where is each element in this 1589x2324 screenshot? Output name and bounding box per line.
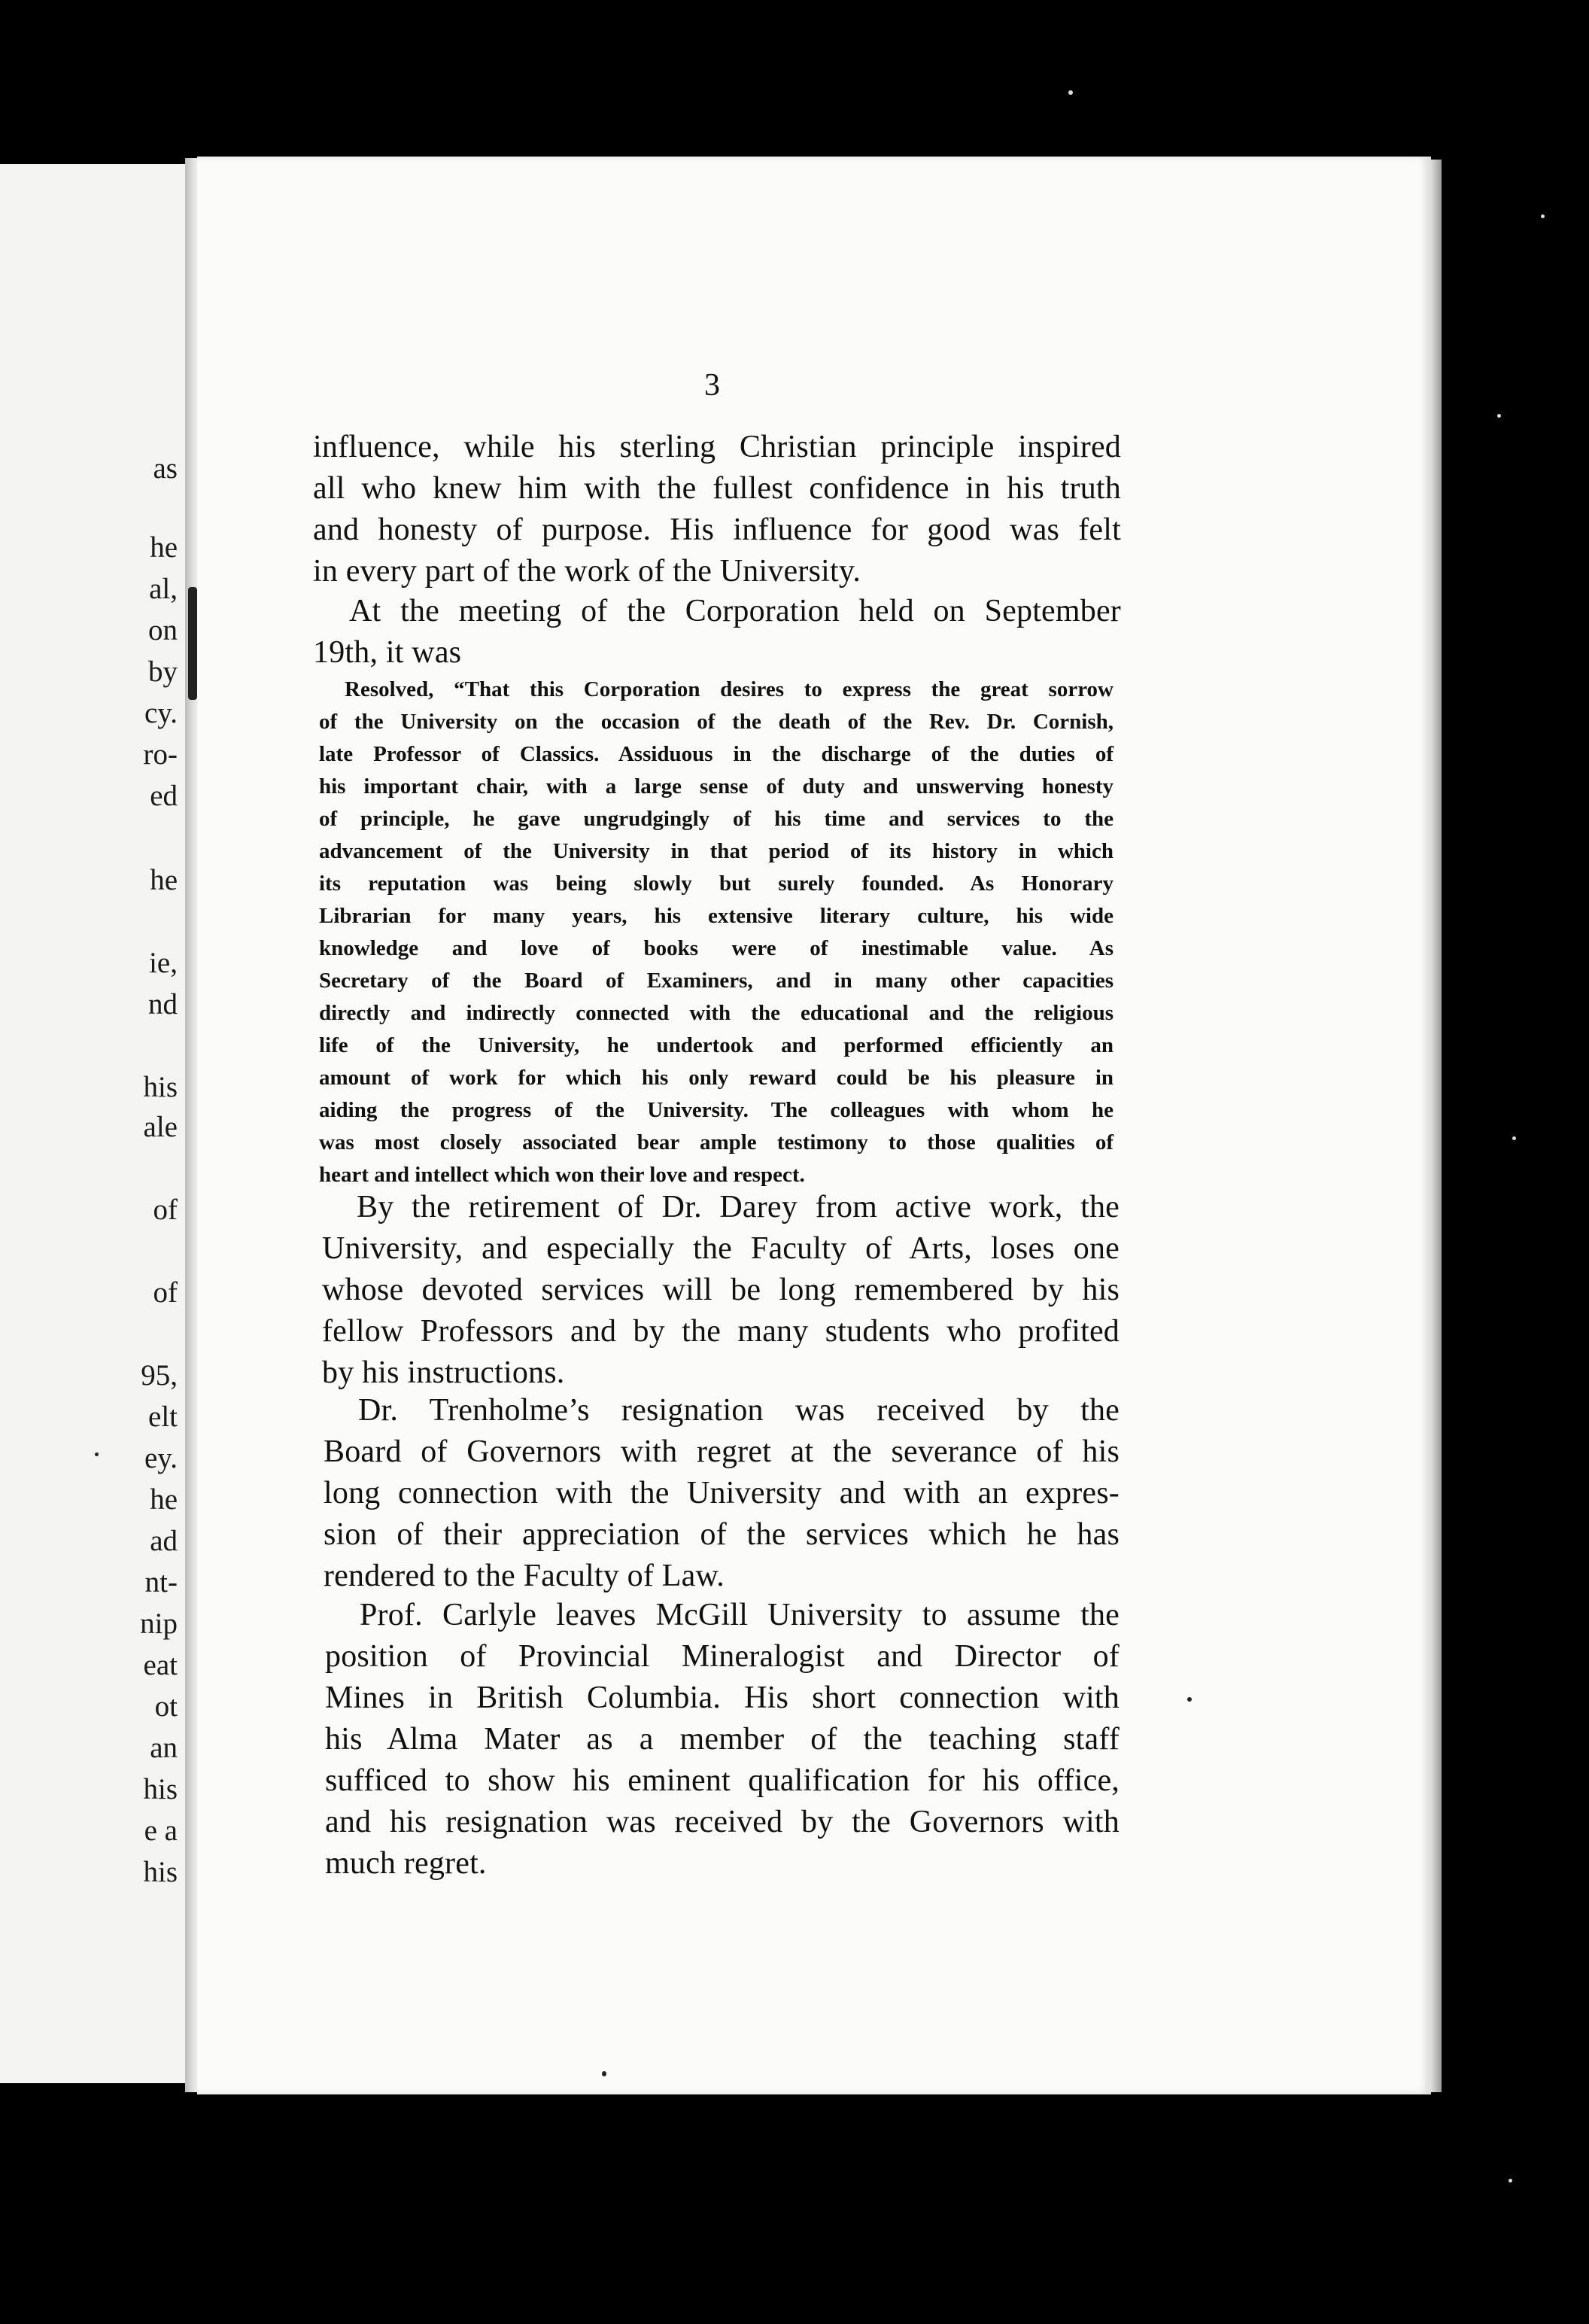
left-page-fragment: ie, bbox=[149, 947, 178, 979]
resolution-line: knowledge and love of books were of inestimable value. As bbox=[319, 936, 1114, 960]
resolution-line: amount of work for which his only reward could be his pleasure in bbox=[319, 1066, 1114, 1090]
text-line: long connection with the University and with an expres- bbox=[324, 1476, 1120, 1510]
dust-speck bbox=[1508, 2179, 1512, 2183]
text-line: in every part of the work of the University. bbox=[313, 554, 861, 589]
text-line: position of Provincial Mineralogist and Director of bbox=[325, 1639, 1120, 1674]
text-line: his Alma Mater as a member of the teaching staff bbox=[325, 1722, 1120, 1757]
left-page-fragment: his bbox=[143, 1856, 178, 1888]
left-page-fragment: of bbox=[153, 1276, 178, 1309]
left-page-fragment: as bbox=[153, 452, 178, 485]
text-line: Prof. Carlyle leaves McGill University to assume the bbox=[360, 1598, 1120, 1632]
left-page-fragment: he bbox=[150, 864, 178, 896]
resolution-line: directly and indirectly connected with the educational and the religious bbox=[319, 1001, 1114, 1025]
left-page-fragment: cy. bbox=[144, 697, 178, 729]
resolution-line: Secretary of the Board of Examiners, and in many other capacities bbox=[319, 969, 1114, 993]
text-line: sufficed to show his eminent qualification for his office, bbox=[325, 1763, 1120, 1798]
text-line: Board of Governors with regret at the severance of his bbox=[324, 1434, 1120, 1469]
left-page-fragment: nt- bbox=[144, 1566, 178, 1599]
resolution-line: of principle, he gave ungrudgingly of his time and services to the bbox=[319, 807, 1114, 831]
text-line: and honesty of purpose. His influence for good was felt bbox=[313, 513, 1121, 547]
left-page-fragment: ey. bbox=[144, 1442, 178, 1474]
text-line: much regret. bbox=[325, 1846, 487, 1881]
left-page-fragment: nd bbox=[148, 988, 178, 1021]
text-line: by his instructions. bbox=[322, 1355, 565, 1390]
resolution-line: aiding the progress of the University. The colleagues with whom he bbox=[319, 1098, 1114, 1122]
left-page-fragment: ed bbox=[150, 780, 178, 812]
dust-speck bbox=[1068, 90, 1073, 95]
text-line: rendered to the Faculty of Law. bbox=[324, 1559, 725, 1593]
text-line: whose devoted services will be long remembered by his bbox=[322, 1273, 1120, 1307]
resolution-line: its reputation was being slowly but surely founded. As Honorary bbox=[319, 872, 1114, 896]
left-page-fragment: e a bbox=[144, 1814, 178, 1847]
text-line: influence, while his sterling Christian principle inspired bbox=[313, 430, 1121, 464]
left-page-fragment: nip bbox=[140, 1608, 178, 1640]
resolution-line: Librarian for many years, his extensive literary culture, his wide bbox=[319, 904, 1114, 928]
dust-speck bbox=[95, 1452, 99, 1456]
text-line: By the retirement of Dr. Darey from active work, the bbox=[357, 1190, 1120, 1224]
resolution-line: of the University on the occasion of the death of the Rev. Dr. Cornish, bbox=[319, 710, 1114, 734]
left-page-fragment: his bbox=[143, 1071, 178, 1103]
resolution-line: late Professor of Classics. Assiduous in the discharge of the duties of bbox=[319, 742, 1114, 766]
left-page-fragment: elt bbox=[148, 1401, 178, 1433]
text-line: Dr. Trenholme’s resignation was received by the bbox=[358, 1393, 1120, 1428]
left-page-fragment: ale bbox=[143, 1111, 178, 1143]
left-page-fragment: he bbox=[150, 531, 178, 564]
dust-speck bbox=[1187, 1697, 1192, 1702]
left-page-sliver bbox=[0, 164, 185, 2083]
left-page-fragment: al, bbox=[149, 573, 178, 605]
page-edge-shadow bbox=[1431, 160, 1442, 2092]
left-page-fragment: ad bbox=[150, 1525, 178, 1557]
resolution-line: his important chair, with a large sense of duty and unswerving honesty bbox=[319, 774, 1114, 798]
resolution-line: heart and intellect which won their love and respect. bbox=[319, 1163, 805, 1187]
binding-mark bbox=[188, 587, 197, 700]
text-line: all who knew him with the fullest confidence in his truth bbox=[313, 471, 1121, 506]
left-page-fragment: he bbox=[150, 1483, 178, 1516]
left-page-fragment: his bbox=[143, 1773, 178, 1805]
text-line: Mines in British Columbia. His short connection with bbox=[325, 1681, 1120, 1715]
dust-speck bbox=[1497, 414, 1501, 418]
resolution-line: Resolved, “That this Corporation desires to express the great sorrow bbox=[345, 677, 1114, 701]
text-line: 19th, it was bbox=[313, 635, 462, 670]
dust-speck bbox=[602, 2071, 606, 2076]
text-line: and his resignation was received by the Governors with bbox=[325, 1805, 1120, 1839]
resolution-line: life of the University, he undertook and performed efficiently an bbox=[319, 1033, 1114, 1057]
text-line: University, and especially the Faculty of Arts, loses one bbox=[322, 1231, 1120, 1266]
left-page-fragment: an bbox=[150, 1732, 178, 1764]
resolution-line: advancement of the University in that period of its history in which bbox=[319, 839, 1114, 863]
left-page-fragment: on bbox=[148, 614, 178, 646]
left-page-fragment: of bbox=[153, 1194, 178, 1226]
left-page-fragment: ro- bbox=[143, 738, 178, 771]
dust-speck bbox=[1541, 214, 1545, 218]
left-page-fragment: eat bbox=[143, 1649, 178, 1681]
dust-speck bbox=[1512, 1136, 1516, 1140]
text-line: fellow Professors and by the many students who profited bbox=[322, 1314, 1120, 1349]
left-page-fragment: by bbox=[148, 656, 178, 688]
left-page-fragment: 95, bbox=[141, 1359, 178, 1392]
resolution-line: was most closely associated bear ample testimony to those qualities of bbox=[319, 1130, 1114, 1154]
text-line: sion of their appreciation of the services which he has bbox=[324, 1517, 1120, 1552]
page-number: 3 bbox=[704, 368, 720, 403]
left-page-fragment: ot bbox=[154, 1690, 178, 1723]
text-line: At the meeting of the Corporation held on September bbox=[349, 594, 1121, 628]
